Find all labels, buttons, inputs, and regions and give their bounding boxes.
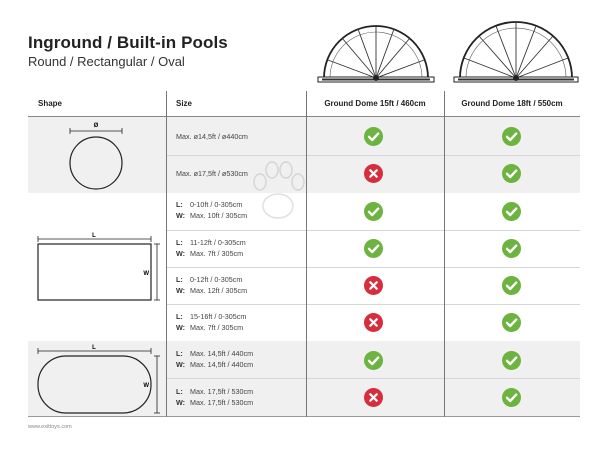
check-icon [364,239,383,258]
size-cell [176,386,253,408]
length-label: L [92,345,96,351]
size-line-1: 0-10ft / 0-305cm [190,200,243,209]
width-prefix: W: [176,323,186,332]
column-header-shape: Shape [38,99,63,108]
size-cell [176,348,253,370]
check-icon [502,276,521,295]
length-prefix: L: [176,200,183,209]
size-line-2: Max. 12ft / 305cm [190,286,248,295]
size-line-1: Max. 14,5ft / 440cm [190,349,254,358]
column-header-dome-15ft: Ground Dome 15ft / 460cm [324,99,426,108]
dome-15ft-illustration [306,20,446,90]
check-icon [364,202,383,221]
width-prefix: W: [176,211,186,220]
column-header-dome-18ft: Ground Dome 18ft / 550cm [461,99,563,108]
row-divider [166,304,580,305]
width-prefix: W: [176,360,186,369]
column-header-size: Size [176,99,193,108]
size-line-1: Max. ø14,5ft / ø440cm [176,132,248,141]
check-icon [502,313,521,332]
check-icon [502,164,521,183]
width-label: W [143,271,149,277]
size-line-2: Max. 14,5ft / 440cm [190,360,254,369]
round-pool-shape [56,118,136,192]
size-line-1: 15-16ft / 0-305cm [190,312,247,321]
cross-icon [364,164,383,183]
check-icon [364,127,383,146]
oval-pool-shape [32,342,162,416]
diameter-label: Ø [93,123,99,129]
check-icon [364,351,383,370]
size-cell [176,274,247,296]
row-divider [166,378,580,379]
rectangular-pool-shape [32,230,162,305]
size-line-2: Max. 7ft / 305cm [190,323,244,332]
size-cell [176,311,246,333]
row-divider [166,267,580,268]
size-cell [176,237,246,259]
check-icon [502,388,521,407]
page-title: Inground / Built-in Pools [28,33,228,52]
width-prefix: W: [176,249,186,258]
size-line-1: 11-12ft / 0-305cm [190,238,246,247]
column-divider [444,91,445,417]
width-prefix: W: [176,398,186,407]
width-label: W [143,383,149,389]
size-line-1: Max. ø17,5ft / ø530cm [176,169,248,178]
width-prefix: W: [176,286,186,295]
table-bottom-border [28,416,580,417]
size-cell [176,199,247,221]
check-icon [502,351,521,370]
dome-18ft-illustration [446,20,586,90]
length-prefix: L: [176,312,183,321]
size-line-2: Max. 10ft / 305cm [190,211,248,220]
cross-icon [364,388,383,407]
check-icon [502,239,521,258]
check-icon [502,127,521,146]
cross-icon [364,276,383,295]
row-divider [166,155,580,156]
size-line-1: Max. 17,5ft / 530cm [190,387,254,396]
page-subtitle: Round / Rectangular / Oval [28,54,185,69]
length-prefix: L: [176,275,183,284]
size-cell [176,131,248,142]
column-divider [306,91,307,417]
paw-watermark-icon [238,150,318,230]
cross-icon [364,313,383,332]
size-line-1: 0-12ft / 0-305cm [190,275,243,284]
length-prefix: L: [176,387,183,396]
size-cell [176,168,248,179]
length-prefix: L: [176,238,183,247]
check-icon [502,202,521,221]
size-line-2: Max. 17,5ft / 530cm [190,398,254,407]
size-line-2: Max. 7ft / 305cm [190,249,244,258]
length-label: L [92,233,96,239]
row-divider [166,230,580,231]
footer-url: www.exittoys.com [28,424,72,430]
column-divider [166,91,167,417]
length-prefix: L: [176,349,183,358]
